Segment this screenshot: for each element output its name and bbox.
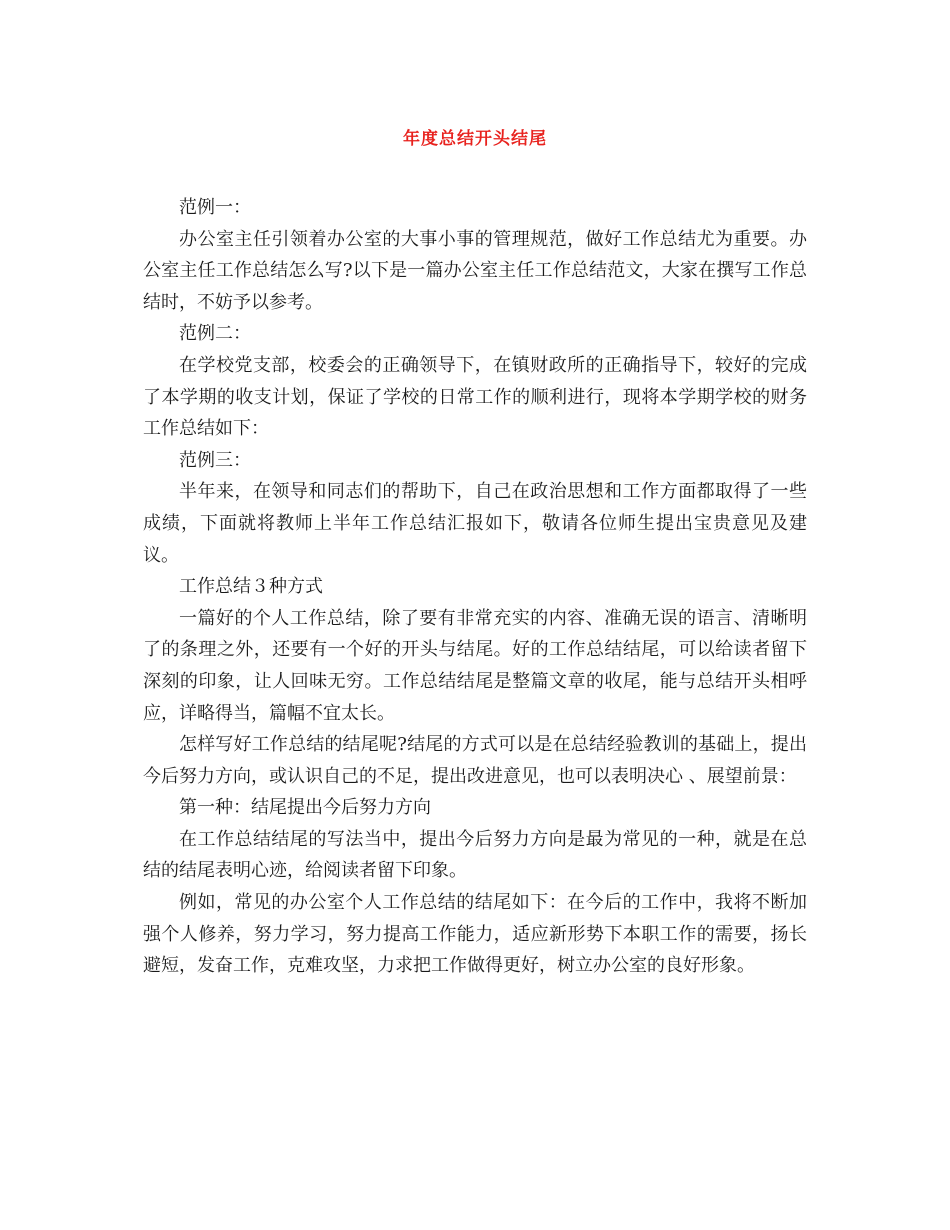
document-body [143,192,807,982]
paragraph-example-2-text: 在学校党支部，校委会的正确领导下，在镇财政所的正确指导下，较好的完成了本学期的收支计划，保证了学校的日常工作的顺利进行，现将本学期学校的财务工作总结如下： [143,354,807,440]
paragraph-how-to-end: 怎样写好工作总结的结尾呢?结尾的方式可以是在总结经验教训的基础上，提出今后努力方向，或认识自己的不足，提出改进意见，也可以表明决心 、展望前景： [143,734,807,787]
paragraph-methods-heading: 工作总结３种方式 [179,576,323,598]
paragraph-example-1-text: 办公室主任引领着办公室的大事小事的管理规范，做好工作总结尤为重要。办公室主任工作总结怎么写?以下是一篇办公室主任工作总结范文，大家在撰写工作总结时，不妨予以参考。 [143,228,807,313]
paragraph-method-1-heading: 第一种：结尾提出今后努力方向 [179,797,431,819]
paragraph-example-2-heading: 范例二： [179,323,251,345]
paragraph-method-1-text: 在工作总结结尾的写法当中，提出今后努力方向是最为常见的一种，就是在总结的结尾表明心迹，给阅读者留下印象。 [143,828,807,882]
paragraph-example-3-text: 半年来，在领导和同志们的帮助下，自己在政治思想和工作方面都取得了一些成绩，下面就将教师上半年工作总结汇报如下，敬请各位师生提出宝贵意见及建议。 [143,481,807,566]
paragraph-method-1-example: 例如，常见的办公室个人工作总结的结尾如下：在今后的工作中，我将不断加强个人修养，努力学习，努力提高工作能力，适应新形势下本职工作的需要，扬长避短，发奋工作，克难攻坚，力求把工作做得更好，树立办公室的良好形象。 [143,892,807,977]
paragraph-example-1-heading: 范例一： [179,197,251,218]
document-title: 年度总结开头结尾 [403,129,547,149]
paragraph-methods-intro: 一篇好的个人工作总结，除了要有非常充实的内容、准确无误的语言、清晰明了的条理之外，还要有一个好的开头与结尾。好的工作总结结尾，可以给读者留下深刻的印象，让人回味无穷。工作总结结尾是整篇文章的收尾，能与总结开头相呼应，详略得当，篇幅不宜太长。 [143,607,807,724]
paragraph-example-3-heading: 范例三： [179,449,251,471]
